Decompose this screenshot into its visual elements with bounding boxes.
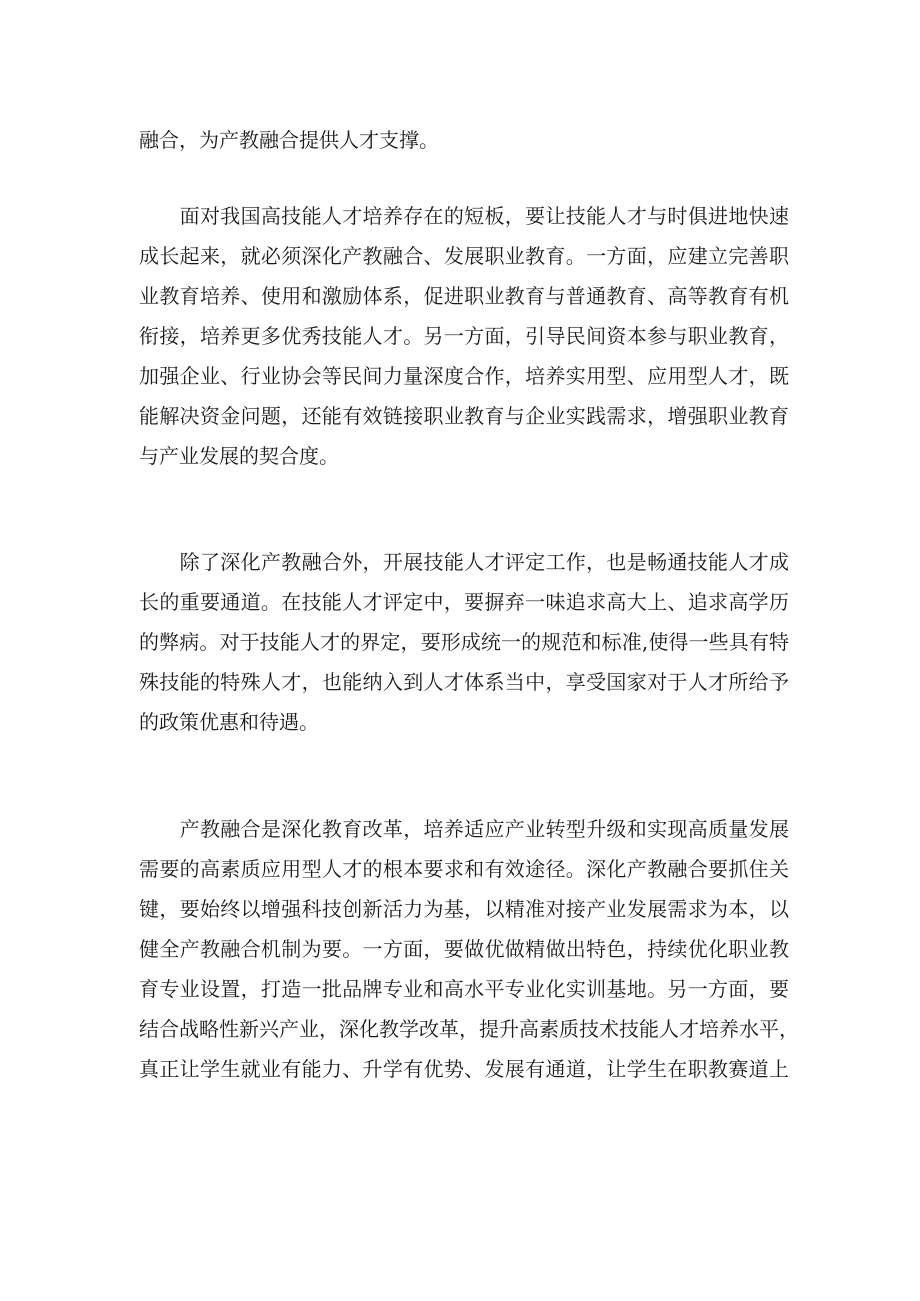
paragraph-line: 殊技能的特殊人才，也能纳入到人才体系当中，享受国家对于人才所给予 [139,670,789,694]
paragraph-4 [139,809,799,1089]
paragraph-line: 的政策优惠和待遇。 [139,710,319,734]
paragraph-line: 能解决资金问题，还能有效链接职业教育与企业实践需求，增强职业教育 [139,404,789,428]
paragraph-1 [139,120,789,160]
paragraph-line: 除了深化产教融合外，开展技能人才评定工作，也是畅通技能人才成 [139,550,789,574]
paragraph-line: 育专业设置，打造一批品牌专业和高水平专业化实训基地。另一方面，要 [139,977,789,1001]
paragraph-2 [139,196,789,476]
paragraph-3 [139,542,789,742]
paragraph-line: 融合，为产教融合提供人才支撑。 [139,128,439,152]
paragraph-line: 业教育培养、使用和激励体系，促进职业教育与普通教育、高等教育有机 [139,284,789,308]
paragraph-line: 结合战略性新兴产业，深化教学改革，提升高素质技术技能人才培养水平， [139,1017,799,1041]
paragraph-line: 产教融合是深化教育改革，培养适应产业转型升级和实现高质量发展 [139,817,789,841]
paragraph-line: 成长起来，就必须深化产教融合、发展职业教育。一方面，应建立完善职 [139,244,789,268]
paragraph-line: 与产业发展的契合度。 [139,444,339,468]
paragraph-line: 真正让学生就业有能力、升学有优势、发展有通道，让学生在职教赛道上 [139,1057,789,1081]
paragraph-line: 面对我国高技能人才培养存在的短板，要让技能人才与时俱进地快速 [139,204,789,228]
paragraph-line: 需要的高素质应用型人才的根本要求和有效途径。深化产教融合要抓住关 [139,857,789,881]
paragraph-line: 健全产教融合机制为要。一方面，要做优做精做出特色，持续优化职业教 [139,937,789,961]
paragraph-line: 加强企业、行业协会等民间力量深度合作，培养实用型、应用型人才，既 [139,364,789,388]
paragraph-line: 的弊病。对于技能人才的界定，要形成统一的规范和标准,使得一些具有特 [139,630,789,654]
paragraph-line: 衔接，培养更多优秀技能人才。另一方面，引导民间资本参与职业教育， [139,324,789,348]
paragraph-line: 键，要始终以增强科技创新活力为基，以精准对接产业发展需求为本，以 [139,897,789,921]
paragraph-line: 长的重要通道。在技能人才评定中，要摒弃一味追求高大上、追求高学历 [139,590,789,614]
